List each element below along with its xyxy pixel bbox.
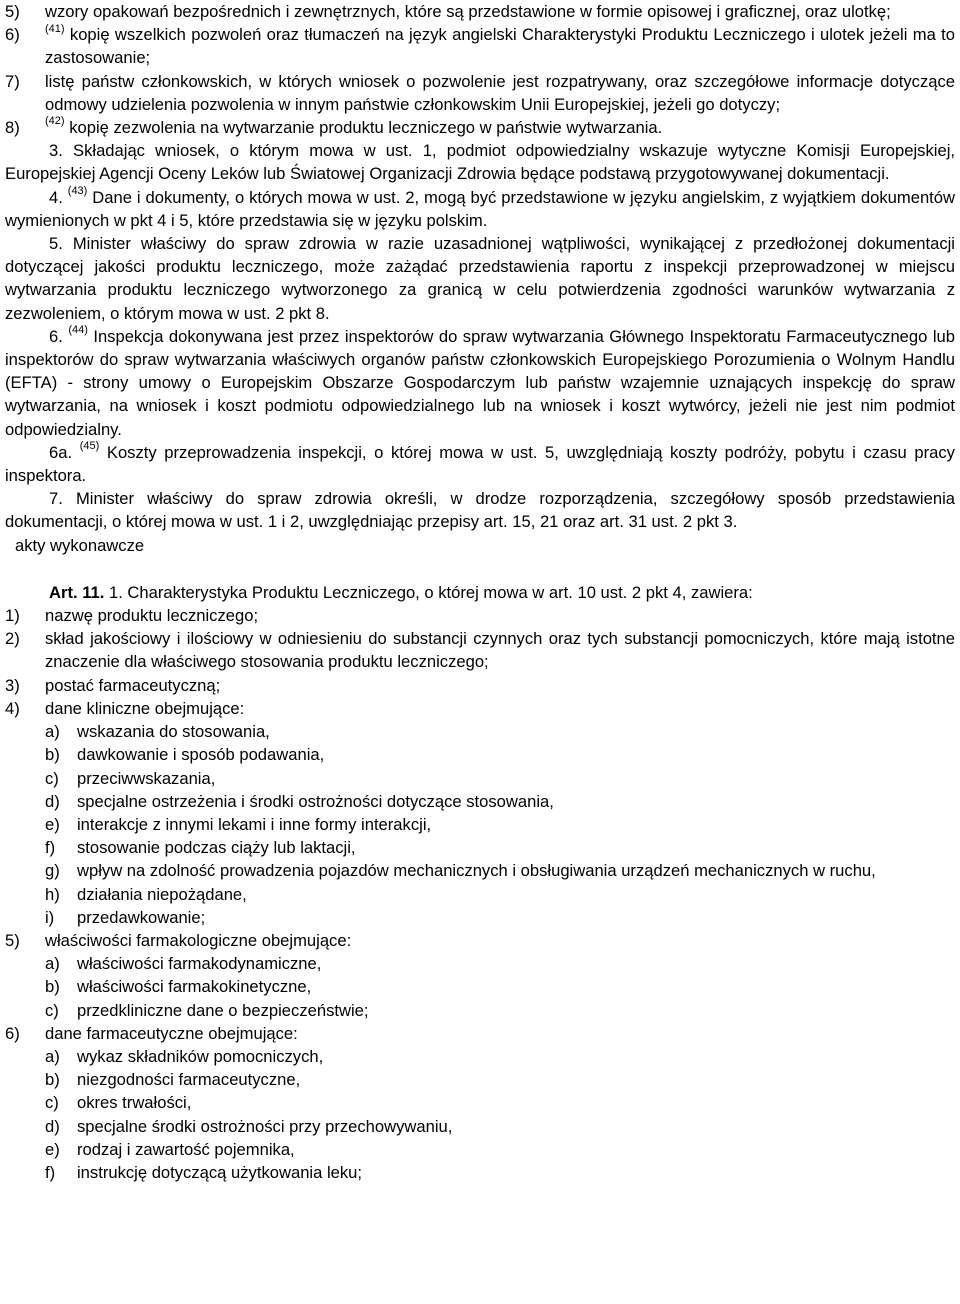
item-text: nazwę produktu leczniczego; [45, 606, 259, 626]
item-number: 5) [5, 930, 20, 950]
paragraph-text: Koszty przeprowadzenia inspekcji, o której mowa w ust. 5, uwzględniają koszty podróży, pobytu i czasu pracy inspektora. [5, 442, 955, 486]
paragraph [5, 232, 955, 325]
sub-text: przedkliniczne dane o bezpieczeństwie; [77, 1000, 369, 1020]
item-text: kopię wszelkich pozwoleń oraz tłumaczeń na język angielski Charakterystyki Produktu Leczniczego i ulotek jeżeli ma to zastosowanie; [45, 25, 955, 68]
paragraph [5, 139, 955, 185]
sub-text: wpływ na zdolność prowadzenia pojazdów mechanicznych i obsługiwania urządzeń mechanicznych w ruchu, [77, 861, 876, 881]
item-number: 3) [5, 675, 20, 695]
paragraph-number: 7. [49, 489, 63, 509]
paragraph-text: Dane i dokumenty, o których mowa w ust. 2, mogą być przedstawione w języku angielskim, z wyjątkiem dokumentów wymienionych w pkt 4 i 5, które przedstawia się w języku polskim. [5, 187, 955, 230]
paragraph-text: Składając wniosek, o którym mowa w ust. 1, podmiot odpowiedzialny wskazuje wytyczne Komisji Europejskiej, Europejskiej Agencji Oceny Leków lub Światowej Organizacji Zdrowia będące podstawą przygotowywanej dokumentacji. [5, 141, 955, 184]
article-label: Art. 11. [49, 582, 105, 602]
paragraph [5, 325, 955, 441]
sub-letter: h) [45, 884, 60, 904]
sub-item [45, 1091, 955, 1114]
sub-letter: i) [45, 907, 55, 927]
list-item [5, 929, 955, 952]
footnote-ref: (43) [67, 185, 88, 198]
item-number: 5) [5, 2, 20, 21]
sub-text: właściwości farmakodynamiczne, [77, 954, 322, 974]
paragraphs [5, 139, 955, 533]
sub-letter: d) [45, 791, 60, 811]
sub-letter: f) [45, 838, 56, 858]
sub-item [45, 952, 955, 975]
sub-item [45, 767, 955, 790]
item-number: 6) [5, 1023, 20, 1043]
item-number: 2) [5, 629, 20, 649]
item-text: dane kliniczne obejmujące: [45, 698, 245, 718]
paragraph [5, 186, 955, 232]
sub-item [45, 836, 955, 859]
item-text: dane farmaceutyczne obejmujące: [45, 1023, 298, 1043]
item-text: właściwości farmakologiczne obejmujące: [45, 930, 352, 950]
list-item [5, 23, 955, 69]
sub-letter: a) [45, 954, 60, 974]
sub-letter: g) [45, 861, 60, 881]
paragraph [5, 487, 955, 533]
sub-letter: a) [45, 1046, 60, 1066]
sub-item [45, 1068, 955, 1091]
sub-item [45, 999, 955, 1022]
sub-text: przeciwwskazania, [77, 768, 216, 788]
sub-item [45, 883, 955, 906]
sub-text: specjalne środki ostrożności przy przechowywaniu, [77, 1116, 453, 1136]
footnote-ref: (42) [45, 115, 65, 128]
paragraph-text: Minister właściwy do spraw zdrowia w razie uzasadnionej wątpliwości, wynikającej z przedłożonej dokumentacji dotyczącej jakości produktu leczniczego, może zażądać przedstawienia raportu z inspekcji przeprowadzonej w miejscu wytwarzania produktu leczniczego wytworzonego za granicą w celu potwierdzenia zgodności warunków wytwarzania z zezwoleniem, o którym mowa w ust. 2 pkt 8. [5, 234, 955, 323]
sub-item [45, 975, 955, 998]
footnote-ref: (44) [68, 324, 88, 337]
article-intro [5, 581, 955, 604]
sub-letter: b) [45, 977, 60, 997]
paragraph-text: Minister właściwy do spraw zdrowia określi, w drodze rozporządzenia, szczegółowy sposób przedstawienia dokumentacji, o której mowa w ust. 1 i 2, uwzględniając przepisy art. 15, 21 oraz art. 31 ust. 2 pkt 3. [5, 489, 955, 532]
item-text: wzory opakowań bezpośrednich i zewnętrznych, które są przedstawione w formie opisowej i graficznej, oraz ulotkę; [45, 2, 891, 21]
sub-letter: a) [45, 722, 60, 742]
sub-letter: c) [45, 768, 59, 788]
paragraph [5, 441, 955, 487]
sub-text: instrukcję dotyczącą użytkowania leku; [77, 1162, 362, 1182]
sub-text: właściwości farmakokinetyczne, [77, 977, 312, 997]
sub-letter: c) [45, 1093, 59, 1113]
sub-text: dawkowanie i sposób podawania, [77, 745, 325, 765]
sub-text: specjalne ostrzeżenia i środki ostrożności dotyczące stosowania, [77, 791, 554, 811]
sub-item [45, 813, 955, 836]
list-item [5, 0, 955, 23]
item-number: 6) [5, 25, 20, 45]
sub-text: wskazania do stosowania, [77, 722, 270, 742]
sub-item [45, 1161, 955, 1184]
sub-letter: e) [45, 814, 60, 834]
sub-text: stosowanie podczas ciąży lub laktacji, [77, 838, 356, 858]
sub-letter: f) [45, 1162, 56, 1182]
paragraph-number: 6. [49, 326, 63, 346]
article-intro-text: 1. Charakterystyka Produktu Leczniczego, o której mowa w art. 10 ust. 2 pkt 4, zawiera: [108, 582, 753, 602]
item-number: 8) [5, 118, 20, 138]
sub-text: niezgodności farmaceutyczne, [77, 1070, 301, 1090]
list-item [5, 674, 955, 697]
list-item [5, 1022, 955, 1045]
article-items [5, 604, 955, 1184]
sub-letter: d) [45, 1116, 60, 1136]
list-item [5, 627, 955, 673]
sub-text: okres trwałości, [77, 1093, 192, 1113]
list-item [5, 604, 955, 627]
item-text: postać farmaceutyczną; [45, 675, 221, 695]
paragraph-number: 6a. [49, 442, 73, 462]
item-number: 4) [5, 698, 20, 718]
sub-item [45, 743, 955, 766]
sub-text: interakcje z innymi lekami i inne formy interakcji, [77, 814, 432, 834]
sub-text: rodzaj i zawartość pojemnika, [77, 1139, 295, 1159]
sub-item [45, 1045, 955, 1068]
sub-letter: b) [45, 1070, 60, 1090]
sub-item [45, 720, 955, 743]
akty-wykonawcze-link[interactable]: akty wykonawcze [15, 535, 145, 555]
paragraph-number: 3. [49, 141, 63, 161]
paragraph-text: Inspekcja dokonywana jest przez inspektorów do spraw wytwarzania Głównego Inspektoratu Farmaceutycznego lub inspektorów do spraw wytwarzania właściwych organów państw członkowskich Europejskiego Porozumienia o Wolnym Handlu (EFTA) - strony umowy o Europejskim Obszarze Gospodarczym lub państw wzajemnie uznających inspekcję do spraw wytwarzania, na wniosek i koszt podmiotu odpowiedzialnego lub na wniosek i koszt wytwórcy, jeżeli nie jest nim podmiot odpowiedzialny. [5, 326, 955, 439]
footnote-ref: (41) [45, 22, 65, 35]
paragraph-number: 4. [49, 187, 63, 207]
list-item [5, 70, 955, 116]
paragraph-number: 5. [49, 234, 63, 254]
item-number: 1) [5, 606, 20, 626]
item-text: kopię zezwolenia na wytwarzanie produktu leczniczego w państwie wytwarzania. [69, 118, 663, 138]
sub-letter: e) [45, 1139, 60, 1159]
sub-text: wykaz składników pomocniczych, [77, 1046, 324, 1066]
sub-text: działania niepożądane, [77, 884, 247, 904]
sub-item [45, 1115, 955, 1138]
sub-item [45, 906, 955, 929]
sub-text: przedawkowanie; [77, 907, 206, 927]
item-number: 7) [5, 71, 20, 91]
footnote-ref: (45) [79, 440, 100, 453]
list-item [5, 697, 955, 720]
list-item [5, 116, 955, 139]
sub-letter: b) [45, 745, 60, 765]
sub-item [45, 859, 955, 882]
sub-item [45, 790, 955, 813]
sub-item [45, 1138, 955, 1161]
item-text: listę państw członkowskich, w których wniosek o pozwolenie jest rozpatrywany, oraz szczegółowe informacje dotyczące odmowy udzielenia pozwolenia w innym państwie członkowskim Unii Europejskiej, jeżeli go dotyczy; [45, 71, 955, 114]
item-text: skład jakościowy i ilościowy w odniesieniu do substancji czynnych oraz tych substancji pomocniczych, które mają istotne znaczenie dla właściwego stosowania produktu leczniczego; [45, 629, 955, 672]
top-items-list [5, 0, 955, 139]
sub-letter: c) [45, 1000, 59, 1020]
